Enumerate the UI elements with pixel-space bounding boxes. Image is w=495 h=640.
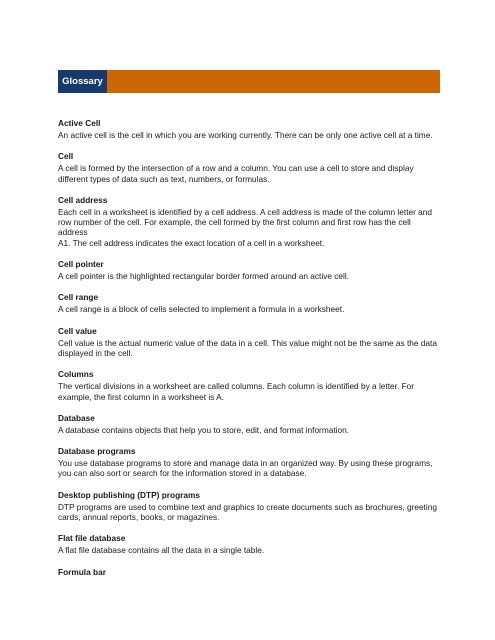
glossary-term: Cell pointer: [58, 259, 104, 270]
glossary-definition: Cell value is the actual numeric value of the data in a cell. This value might not be the same as the data displayed in the cell.: [58, 337, 437, 358]
glossary-definition: A cell pointer is the highlighted rectangular border formed around an active cell.: [58, 271, 350, 282]
glossary-definition: The vertical divisions in a worksheet are called columns. Each column is identified by a letter. For example, the first column in a worksheet is A.: [58, 381, 415, 402]
glossary-entry-flat-file-database: [58, 533, 438, 555]
glossary-term: Active Cell: [58, 118, 101, 128]
glossary-entry-cell-value: [58, 326, 438, 359]
glossary-term: Columns: [58, 369, 94, 380]
glossary-entry-cell-address: [58, 195, 438, 248]
glossary-entry-dtp-programs: [58, 490, 438, 523]
glossary-term: Cell address: [58, 194, 108, 205]
glossary-entry-formula-bar: [58, 567, 438, 578]
glossary-definition: Each cell in a worksheet is identified by a cell address. A cell address is made of the column letter and row number of the cell. For example, the cell formed by the first column and first row has the cell address A1. The cell address indicates the exact location of a cell in a worksheet.: [58, 206, 433, 248]
glossary-term: Cell: [58, 151, 74, 162]
glossary-term: Cell range: [58, 292, 99, 303]
glossary-definition: A database contains objects that help you to store, edit, and format information.: [58, 424, 350, 435]
glossary-header-bar: [58, 70, 440, 93]
glossary-term: Desktop publishing (DTP) programs: [58, 489, 200, 500]
glossary-definition: DTP programs are used to combine text and graphics to create documents such as brochures, greeting cards, annual reports, books, or magazines.: [58, 501, 437, 523]
glossary-term: Database programs: [58, 446, 136, 457]
glossary-term: Flat file database: [58, 533, 126, 544]
glossary-entry-database: [58, 413, 438, 435]
glossary-entry-active-cell: [58, 118, 438, 140]
glossary-title: Glossary: [58, 70, 107, 93]
glossary-entry-cell-range: [58, 292, 438, 314]
glossary-definition: A cell range is a block of cells selected to implement a formula in a worksheet.: [58, 304, 345, 315]
glossary-term: Cell value: [58, 325, 97, 336]
glossary-entry-columns: [58, 369, 438, 402]
glossary-term: Database: [58, 412, 95, 423]
glossary-definition: You use database programs to store and manage data in an organized way. By using these programs, you can also sort or search for the information stored in a database.: [58, 458, 433, 479]
glossary-list: [58, 118, 438, 589]
glossary-definition: An active cell is the cell in which you are working currently. There can be only one active cell at a time.: [58, 130, 433, 140]
glossary-entry-cell: [58, 151, 438, 184]
glossary-entry-cell-pointer: [58, 259, 438, 281]
glossary-entry-database-programs: [58, 446, 438, 479]
glossary-term: Formula bar: [58, 566, 106, 577]
glossary-definition: A flat file database contains all the data in a single table.: [58, 545, 265, 556]
glossary-definition: A cell is formed by the intersection of a row and a column. You can use a cell to store and display different types of data such as text, numbers, or formulas.: [58, 163, 414, 184]
